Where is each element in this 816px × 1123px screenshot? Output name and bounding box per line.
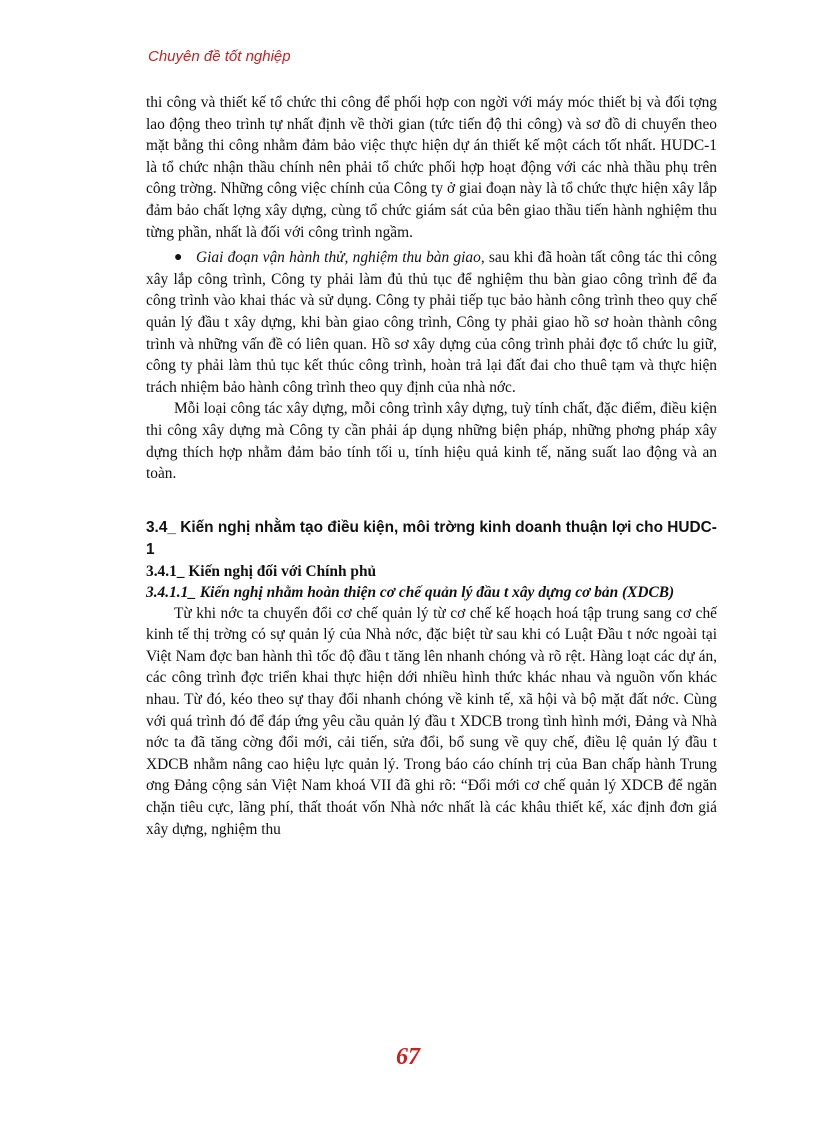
bullet-handover [146, 247, 717, 398]
bullet-icon: ● [174, 250, 183, 266]
page-number: 67 [396, 1044, 420, 1070]
bullet-text: , sau khi đã hoàn tất công tác thi công xây lắp công trình, Công ty phải làm đủ thủ tục để nghiệm thu bàn giao công trình để đa công trình vào khai thác và sử dụng. Công ty phải tiếp tục bảo hành công trình theo quy chế quản lý đầu t xây dựng, khi bàn giao công trình, Công ty phải giao hồ sơ hoàn thành công trình và những vấn đề có liên quan. Hồ sơ xây dựng của công trình phải đợc tổ chức lu giữ, công ty phải làm thủ tục kết thúc công trình, hoàn trả lại đất đai cho thuê tạm và thực hiện trách nhiệm bảo hành công trình theo quy định của nhà nớc. [146, 249, 717, 396]
bullet-lead: Giai đoạn vận hành thử, nghiệm thu bàn giao [196, 249, 481, 267]
subsection-heading: 3.4.1_ Kiến nghị đối với Chính phủ [146, 562, 377, 580]
page-body [146, 92, 717, 840]
section-heading: 3.4_ Kiến nghị nhằm tạo điều kiện, môi trờng kinh doanh thuận lợi cho HUDC-1 [146, 518, 717, 558]
paragraph-construction: thi công và thiết kế tổ chức thi công để phối hợp con ngời với máy móc thiết bị và đối tợng lao động theo trình tự nhất định về thời gian (tức tiến độ thi công) và sơ đồ di chuyển theo mặt bằng thi công nhằm đảm bảo việc thực hiện dự án thiết kế một cách tốt nhất. HUDC-1 là tổ chức nhận thầu chính nên phải tổ chức phối hợp hoạt động với các nhà thầu phụ trên công trờng. Những công việc chính của Công ty ở giai đoạn này là tổ chức thực hiện xây lắp đảm bảo chất lợng xây dựng, cùng tổ chức giám sát của bên giao thầu tiến hành nghiệm thu từng phần, nhất là đối với công trình ngầm. [146, 94, 717, 241]
paragraph-methods: Mỗi loại công tác xây dựng, mỗi công trình xây dựng, tuỳ tính chất, đặc điểm, điều kiện thi công xây dựng mà Công ty cần phải áp dụng những biện pháp, những phơng pháp xây dựng thích hợp nhằm đảm bảo tính tối u, tính hiệu quả kinh tế, năng suất lao động và an toàn. [146, 400, 717, 483]
running-header: Chuyên đề tốt nghiệp [148, 48, 291, 65]
subsubsection-heading: 3.4.1.1_ Kiến nghị nhằm hoàn thiện cơ chế quản lý đầu t xây dựng cơ bản (XDCB) [146, 583, 675, 601]
paragraph-xdcb: Từ khi nớc ta chuyển đổi cơ chế quản lý từ cơ chế kế hoạch hoá tập trung sang cơ chế kinh tế thị trờng có sự quản lý của Nhà nớc, đặc biệt từ sau khi có Luật Đầu t nớc ngoài tại Việt Nam đợc ban hành thì tốc độ đầu t tăng lên nhanh chóng và rõ rệt. Hàng loạt các dự án, các công trình đợc triển khai thực hiện dới nhiều hình thức khác nhau và nguồn vốn khác nhau. Từ đó, kéo theo sự thay đổi nhanh chóng về kinh tế, xã hội và bộ mặt đất nớc. Cùng với quá trình đó để đáp ứng yêu cầu quản lý đầu t XDCB trong tình hình mới, Đảng và Nhà nớc ta đã tăng cờng đổi mới, cải tiến, sửa đổi, bổ sung về quy chế, điều lệ quản lý đầu t XDCB nhằm nâng cao hiệu lực quản lý. Trong báo cáo chính trị của Ban chấp hành Trung ơng Đảng cộng sản Việt Nam khoá VII đã ghi rõ: “Đổi mới cơ chế quản lý XDCB để ngăn chặn tiêu cực, lãng phí, thất thoát vốn Nhà nớc nhất là các khâu thiết kế, xác định đơn giá xây dựng, nghiệm thu [146, 604, 717, 838]
